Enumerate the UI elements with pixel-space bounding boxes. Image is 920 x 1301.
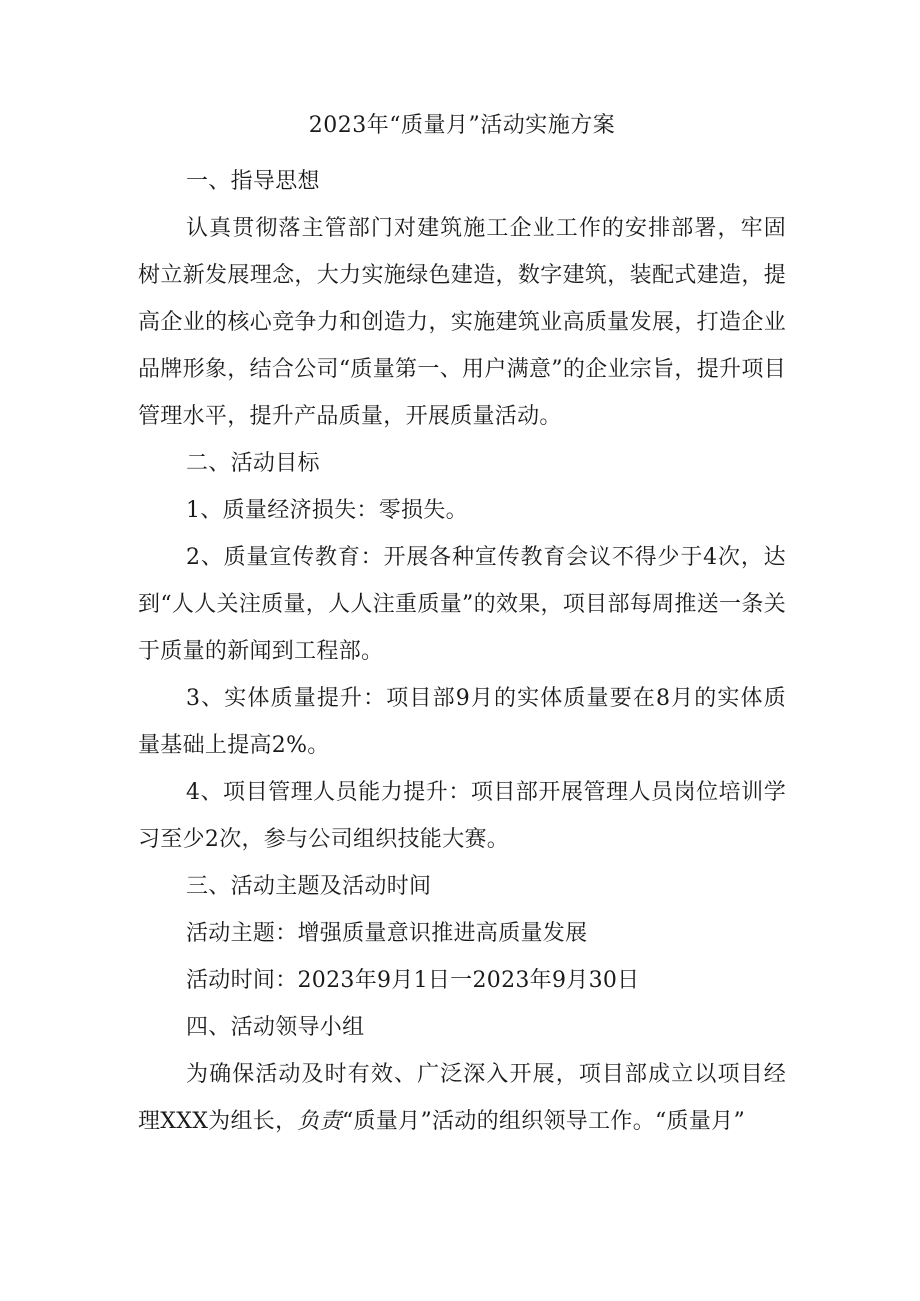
- activity-time-line: 活动时间：2023年9月1日一2023年9月30日: [186, 968, 640, 993]
- goal-item-3: 3、实体质量提升：项目部9月的实体质量要在8月的实体质量基础上提高2%。: [138, 686, 786, 758]
- leadership-text-emphasis: 负责: [297, 1109, 342, 1134]
- leadership-group-paragraph: [138, 1051, 786, 1145]
- section-heading-guiding-ideology: 一、指导思想: [186, 169, 320, 194]
- leadership-text-part1: 为确保活动及时有效、广泛深入开展，项目部成立以项目经理XXX为组长，: [138, 1062, 786, 1134]
- activity-theme-line: 活动主题：增强质量意识推进高质量发展: [186, 921, 588, 946]
- leadership-text-part2: “质量月”活动的组织领导工作。“质量月”: [342, 1109, 745, 1134]
- section-heading-leadership-group: 四、活动领导小组: [186, 1015, 365, 1040]
- section-heading-theme-and-time: 三、活动主题及活动时间: [186, 874, 432, 899]
- goal-item-4: 4、项目管理人员能力提升：项目部开展管理人员岗位培训学习至少2次，参与公司组织技能大赛。: [138, 780, 786, 852]
- document-title: 2023年“质量月”活动实施方案: [308, 113, 616, 138]
- guiding-ideology-paragraph: 认真贯彻落主管部门对建筑施工企业工作的安排部署，牢固树立新发展理念，大力实施绿色建造，数字建筑，装配式建造，提高企业的核心竞争力和创造力，实施建筑业高质量发展，打造企业品牌形象，结合公司“质量第一、用户满意”的企业宗旨，提升项目管理水平，提升产品质量，开展质量活动。: [138, 216, 786, 429]
- document-page: [138, 112, 786, 1145]
- goal-item-1: 1、质量经济损失：零损失。: [186, 498, 468, 523]
- section-heading-activity-goals: 二、活动目标: [186, 451, 320, 476]
- goal-item-2: 2、质量宣传教育：开展各种宣传教育会议不得少于4次，达到“人人关注质量，人人注重质量”的效果，项目部每周推送一条关于质量的新闻到工程部。: [138, 545, 786, 664]
